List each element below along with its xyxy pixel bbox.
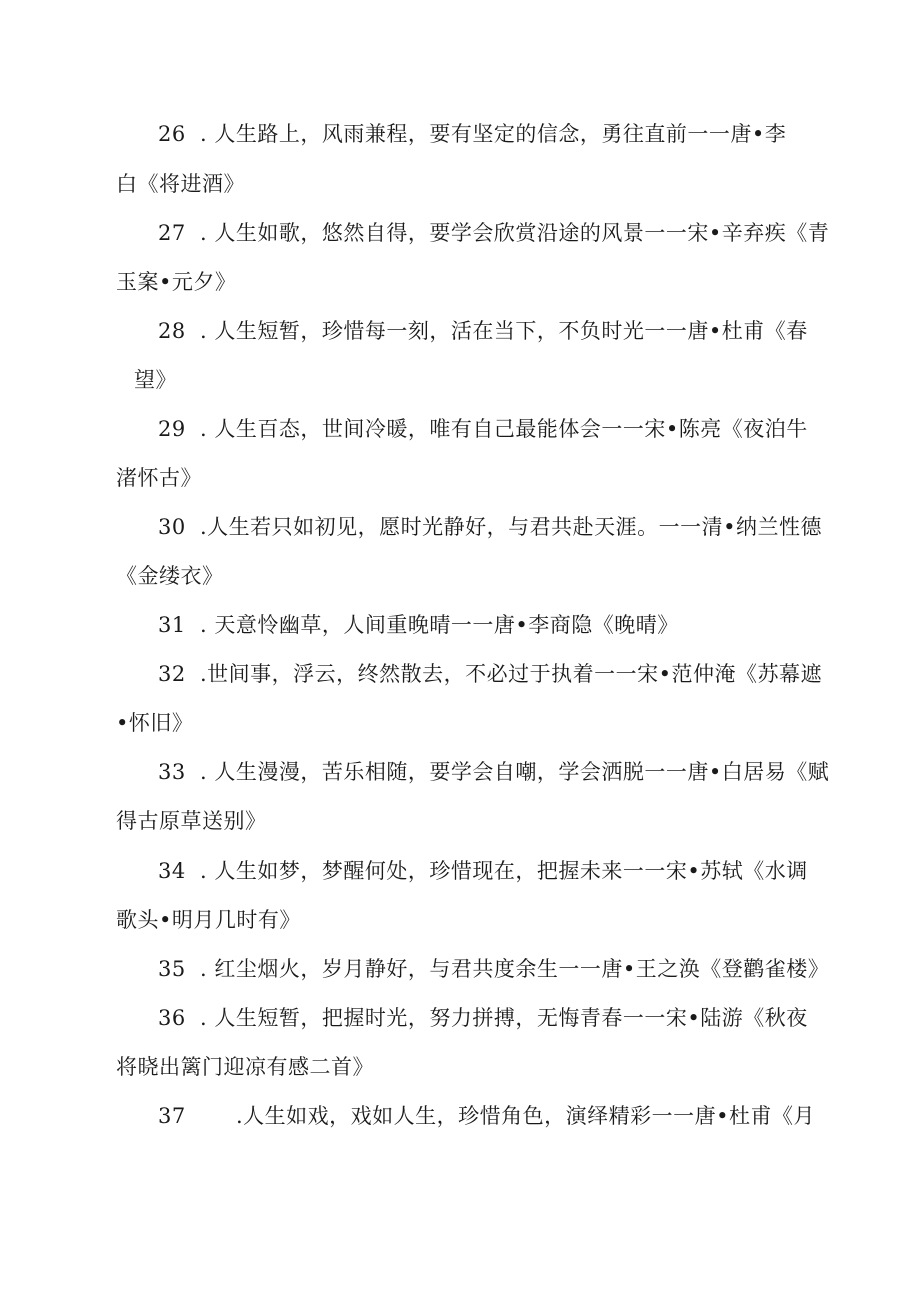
entry-text: . 人生短暂，珍惜每一刻，活在当下，不负时光一一唐•杜甫《春: [200, 319, 808, 343]
entry-number: 35: [158, 957, 186, 981]
entry-text: .人生若只如初见，愿时光静好，与君共赴天涯。一一清•纳兰性德: [200, 515, 823, 539]
entry-text: .人生如戏，戏如人生，珍惜角色，演绎精彩一一唐•杜甫《月: [236, 1104, 816, 1128]
entry-text: . 天意怜幽草，人间重晚晴一一唐•李商隐《晚晴》: [200, 613, 679, 637]
entry-number: 29: [158, 417, 186, 441]
entry-32-line-2: •怀旧》: [116, 711, 194, 735]
entry-text: . 人生百态，世间冷暖，唯有自己最能体会一一宋•陈亮《夜泊牛: [200, 417, 808, 441]
entry-number: 37: [158, 1104, 186, 1128]
entry-26-line-2: 白《将进酒》: [116, 172, 245, 196]
entry-number: 36: [158, 1006, 186, 1030]
entry-31-line-1: [158, 611, 858, 639]
entry-text: . 人生漫漫，苦乐相随，要学会自嘲，学会洒脱一一唐•白居易《赋: [200, 760, 830, 784]
entry-36-line-1: [158, 1004, 858, 1032]
entry-text: . 人生路上，风雨兼程，要有坚定的信念，勇往直前一一唐•李: [200, 122, 787, 146]
entry-number: 34: [158, 859, 186, 883]
entry-36-line-2: 将晓出篱门迎凉有感二首》: [116, 1055, 374, 1079]
entry-number: 27: [158, 221, 186, 245]
entry-text: .世间事，浮云，终然散去，不必过于执着一一宋•范仲淹《苏幕遮: [200, 662, 823, 686]
entry-number: 28: [158, 319, 186, 343]
entry-number: 31: [158, 613, 186, 637]
entry-34-line-2: 歌头•明月几时有》: [116, 908, 301, 932]
entry-37-line-1: [158, 1102, 858, 1130]
entry-33-line-1: [158, 758, 858, 786]
entry-26-line-1: [158, 120, 858, 148]
entry-29-line-1: [158, 415, 858, 443]
entry-number: 30: [158, 515, 186, 539]
entry-text: . 人生短暂，把握时光，努力拼搏，无悔青春一一宋•陆游《秋夜: [200, 1006, 808, 1030]
entry-27-line-2: 玉案•元夕》: [116, 270, 237, 294]
entry-30-line-1: [158, 513, 858, 541]
entry-text: . 人生如梦，梦醒何处，珍惜现在，把握未来一一宋•苏轼《水调: [200, 859, 808, 883]
entry-35-line-1: [158, 955, 858, 983]
entry-34-line-1: [158, 857, 858, 885]
entry-30-line-2: 《金缕衣》: [116, 564, 224, 588]
entry-29-line-2: 渚怀古》: [116, 466, 202, 490]
entry-number: 33: [158, 760, 186, 784]
entry-28-line-2: 望》: [134, 368, 177, 392]
entry-32-line-1: [158, 660, 858, 688]
entry-number: 26: [158, 122, 186, 146]
entry-27-line-1: [158, 219, 858, 247]
entry-28-line-1: [158, 317, 858, 345]
entry-33-line-2: 得古原草送别》: [116, 809, 267, 833]
entry-text: . 人生如歌，悠然自得，要学会欣赏沿途的风景一一宋•辛弃疾《青: [200, 221, 830, 245]
entry-number: 32: [158, 662, 186, 686]
entry-text: . 红尘烟火，岁月静好，与君共度余生一一唐•王之涣《登鹳雀楼》: [200, 957, 830, 981]
